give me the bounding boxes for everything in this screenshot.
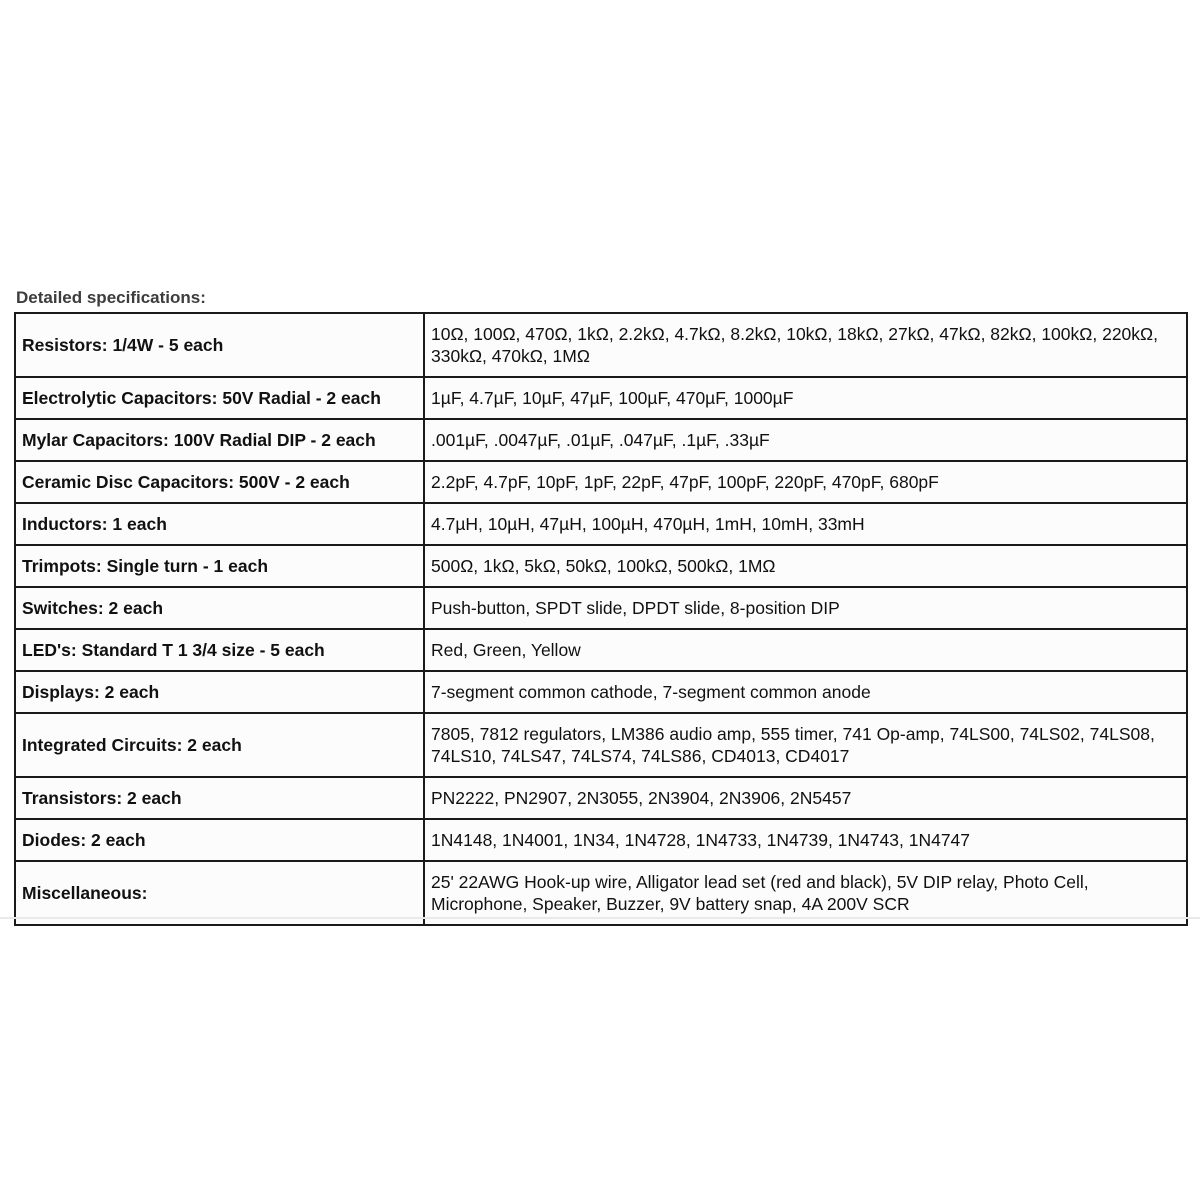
table-row [15,503,1187,545]
table-row [15,377,1187,419]
spec-category-label: LED's: Standard T 1 3/4 size - 5 each [15,629,424,671]
table-row [15,313,1187,377]
spec-value: PN2222, PN2907, 2N3055, 2N3904, 2N3906, 2N5457 [424,777,1187,819]
spec-value: 25' 22AWG Hook-up wire, Alligator lead set (red and black), 5V DIP relay, Photo Cell, Microphone, Speaker, Buzzer, 9V battery snap, 4A 200V SCR [424,861,1187,925]
spec-category-label: Miscellaneous: [15,861,424,925]
table-row [15,587,1187,629]
table-row [15,629,1187,671]
spec-value: 1µF, 4.7µF, 10µF, 47µF, 100µF, 470µF, 1000µF [424,377,1187,419]
spec-category-label: Ceramic Disc Capacitors: 500V - 2 each [15,461,424,503]
spec-category-label: Displays: 2 each [15,671,424,713]
spec-category-label: Trimpots: Single turn - 1 each [15,545,424,587]
table-row [15,777,1187,819]
spec-value: .001µF, .0047µF, .01µF, .047µF, .1µF, .33µF [424,419,1187,461]
spec-category-label: Resistors: 1/4W - 5 each [15,313,424,377]
spec-category-label: Mylar Capacitors: 100V Radial DIP - 2 each [15,419,424,461]
spec-value: 4.7µH, 10µH, 47µH, 100µH, 470µH, 1mH, 10mH, 33mH [424,503,1187,545]
spec-value: 10Ω, 100Ω, 470Ω, 1kΩ, 2.2kΩ, 4.7kΩ, 8.2kΩ, 10kΩ, 18kΩ, 27kΩ, 47kΩ, 82kΩ, 100kΩ, 220kΩ, 330kΩ, 470kΩ, 1MΩ [424,313,1187,377]
spec-value: 500Ω, 1kΩ, 5kΩ, 50kΩ, 100kΩ, 500kΩ, 1MΩ [424,545,1187,587]
spec-value: 7805, 7812 regulators, LM386 audio amp, 555 timer, 741 Op-amp, 74LS00, 74LS02, 74LS08, 74LS10, 74LS47, 74LS74, 74LS86, CD4013, CD4017 [424,713,1187,777]
spec-value: Push-button, SPDT slide, DPDT slide, 8-position DIP [424,587,1187,629]
spec-value: 2.2pF, 4.7pF, 10pF, 1pF, 22pF, 47pF, 100pF, 220pF, 470pF, 680pF [424,461,1187,503]
spec-value: 7-segment common cathode, 7-segment common anode [424,671,1187,713]
section-divider [0,917,1200,919]
table-row [15,671,1187,713]
spec-category-label: Diodes: 2 each [15,819,424,861]
section-heading: Detailed specifications: [16,288,206,307]
table-row [15,419,1187,461]
spec-category-label: Transistors: 2 each [15,777,424,819]
spec-category-label: Integrated Circuits: 2 each [15,713,424,777]
spec-value: Red, Green, Yellow [424,629,1187,671]
spec-category-label: Switches: 2 each [15,587,424,629]
specifications-table [14,312,1188,926]
spec-value: 1N4148, 1N4001, 1N34, 1N4728, 1N4733, 1N4739, 1N4743, 1N4747 [424,819,1187,861]
table-row [15,713,1187,777]
specifications-section [14,288,1188,926]
spec-category-label: Inductors: 1 each [15,503,424,545]
spec-category-label: Electrolytic Capacitors: 50V Radial - 2 each [15,377,424,419]
table-row [15,545,1187,587]
table-row [15,461,1187,503]
table-row [15,819,1187,861]
table-row [15,861,1187,925]
